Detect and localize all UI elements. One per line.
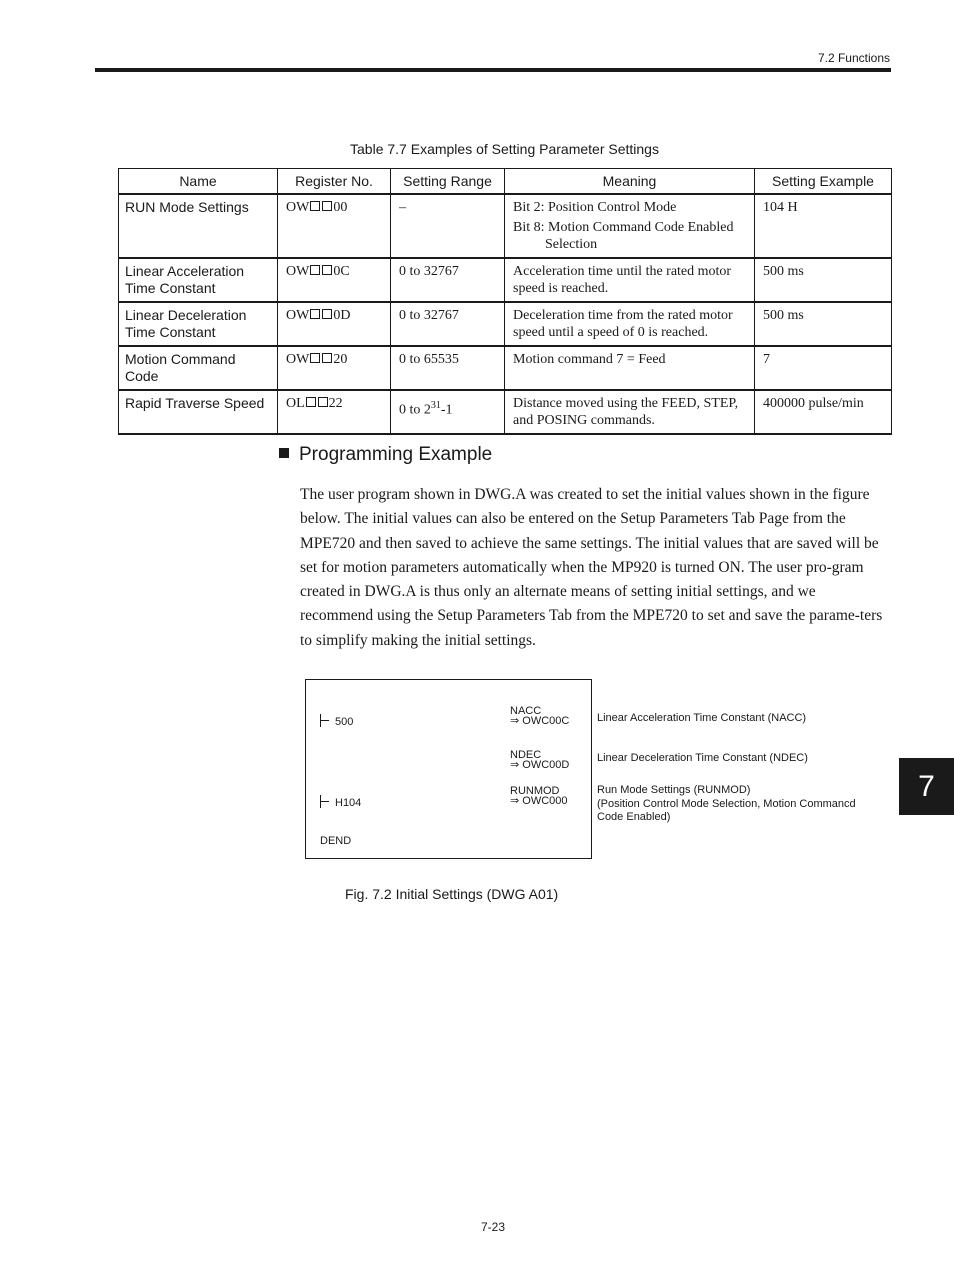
table-caption: Table 7.7 Examples of Setting Parameter Settings [350, 141, 659, 157]
table-header-row [119, 169, 892, 195]
rung2-register: ⇒ OWC00D [510, 759, 570, 771]
rung1-name: NACC [510, 705, 542, 717]
param-name: Motion Command Code [119, 346, 278, 390]
chapter-tab: 7 [899, 758, 954, 815]
meaning: Distance moved using the FEED, STEP, and POSING commands. [505, 390, 755, 434]
column-header: Register No. [278, 169, 391, 195]
dend-label: DEND [320, 835, 352, 847]
header-rule [95, 68, 891, 72]
param-name: RUN Mode Settings [119, 194, 278, 258]
setting-example: 104 H [755, 194, 892, 258]
rung2-name: NDEC [510, 749, 542, 761]
rung1-register: ⇒ OWC00C [510, 715, 570, 727]
rung2-comment: Linear Deceleration Time Constant (NDEC) [597, 752, 808, 764]
setting-example: 500 ms [755, 258, 892, 302]
column-header: Setting Range [391, 169, 505, 195]
setting-example: 7 [755, 346, 892, 390]
parameter-table [118, 168, 892, 435]
table-row [119, 258, 892, 302]
register-no: OL 22 [278, 390, 391, 434]
rung3-register: ⇒ OWC000 [510, 795, 568, 807]
figure-caption: Fig. 7.2 Initial Settings (DWG A01) [345, 886, 559, 902]
setting-range: 0 to 32767 [391, 258, 505, 302]
register-no: OW 20 [278, 346, 391, 390]
body-paragraph: The user program shown in DWG.A was created to set the initial values shown in the figure below. The initial values can also be entered on the Setup Parameters Tab Page from the MPE720 and then saved to achieve the same settings. The initial values that are saved will be set for motion parameters automatically when the MP920 is turned ON. The user pro-gram created in DWG.A is thus only an alternate means of setting initial settings, and we recommend using the Setup Parameters Tab from the MPE720 to set and save the parame-ters to simplify making the initial settings. [300, 486, 883, 649]
rung1-comment: Linear Acceleration Time Constant (NACC) [597, 712, 807, 724]
rung3-comment-line2: (Position Control Mode Selection, Motion Commancd [597, 798, 856, 810]
setting-range: 0 to 32767 [391, 302, 505, 346]
rung3-comment-line1: Run Mode Settings (RUNMOD) [597, 784, 751, 796]
setting-range: – [391, 194, 505, 258]
rung3-name: RUNMOD [510, 785, 560, 797]
register-no: OW 00 [278, 194, 391, 258]
setting-range: 0 to $2^{31}-1$ [391, 390, 505, 434]
rung3-comment-line3: Code Enabled) [597, 811, 671, 823]
setting-example: 500 ms [755, 302, 892, 346]
rung1-contact: 500 [320, 714, 353, 728]
contact-icon [320, 795, 329, 808]
table-row [119, 390, 892, 434]
column-header: Setting Example [755, 169, 892, 195]
rung3-contact: H104 [320, 795, 361, 809]
meaning: Acceleration time until the rated motor speed is reached. [505, 258, 755, 302]
square-bullet-icon [279, 448, 289, 458]
column-header: Meaning [505, 169, 755, 195]
running-header: 7.2 Functions [817, 51, 890, 65]
table-row [119, 302, 892, 346]
register-no: OW 0D [278, 302, 391, 346]
column-header: Name [119, 169, 278, 195]
section-heading: Programming Example [279, 444, 492, 466]
param-name: Rapid Traverse Speed [119, 390, 278, 434]
page-number: 7-23 [480, 1220, 506, 1234]
meaning: Bit 2: Position Control Mode Bit 8: Motion Command Code Enabled Selection [505, 194, 755, 258]
table-row [119, 346, 892, 390]
setting-example: 400000 pulse/min [755, 390, 892, 434]
register-no: OW 0C [278, 258, 391, 302]
setting-range: 0 to 65535 [391, 346, 505, 390]
meaning: Deceleration time from the rated motor speed until a speed of 0 is reached. [505, 302, 755, 346]
contact-icon [320, 714, 329, 727]
param-name: Linear Acceleration Time Constant [119, 258, 278, 302]
meaning: Motion command 7 = Feed [505, 346, 755, 390]
param-name: Linear Deceleration Time Constant [119, 302, 278, 346]
table-row [119, 194, 892, 258]
